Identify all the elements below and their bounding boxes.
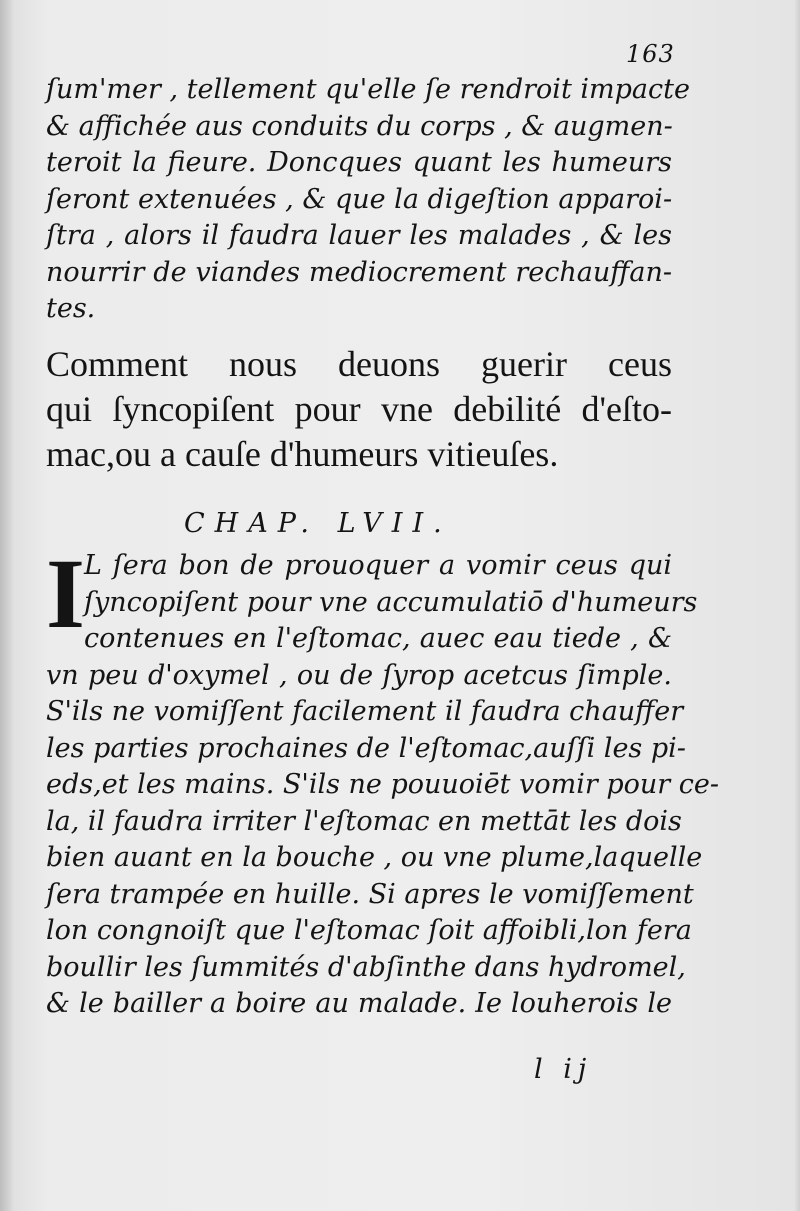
text-line: L ſera bon de prouoquer a vomir ceus qui	[84, 550, 672, 581]
heading-line: qui ſyncopiſent pour vne debilité d'eſto-	[46, 389, 672, 429]
text-line: ſera trampée en huille. Si apres le vomiſſement	[46, 878, 694, 910]
page-number: 163	[626, 40, 675, 68]
text-line: bien auant en la bouche , ou vne plume,laquelle	[46, 842, 703, 873]
text-line: ſeront extenuées , & que la digeſtion apparoi-	[46, 183, 673, 215]
text-line: contenues en l'eſtomac, auec eau tiede , &	[84, 623, 672, 654]
text-line: lon congnoiſt que l'eſtomac ſoit affoibli,lon fera	[46, 915, 692, 946]
heading-line: Comment nous deuons guerir ceus	[46, 344, 672, 384]
chapter-label: CHAP. LVII.	[184, 508, 452, 539]
text-line: la, il faudra irriter l'eſtomac en mettāt les dois	[46, 805, 682, 837]
text-line: vn peu d'oxymel , ou de ſyrop acetcus ſimple.	[46, 659, 672, 691]
text-line: ſyncopiſent pour vne accumulatiō d'humeurs	[84, 586, 698, 618]
text-line: les parties prochaines de l'eſtomac,auſſi les pi-	[46, 732, 686, 764]
heading-line: mac,ou a cauſe d'humeurs vitieuſes.	[46, 434, 559, 474]
text-line: eds,et les mains. S'ils ne pouuoiēt vomir pour ce-	[46, 769, 719, 800]
text-line: ſtra , alors il faudra lauer les malades , & les	[46, 220, 672, 251]
signature-mark: l ij	[534, 1054, 593, 1085]
paragraph-continued	[46, 72, 690, 328]
gutter-shadow	[0, 0, 14, 1211]
text-line: ſum'mer , tellement qu'elle ſe rendroit impacte	[46, 74, 690, 105]
text-line: nourrir de viandes mediocrement rechauffan-	[46, 256, 672, 288]
text-line: teroit la fieure. Doncques quant les humeurs	[46, 147, 672, 178]
text-line: boullir les ſummités d'abſinthe dans hydromel,	[46, 951, 686, 983]
text-line: & le bailler a boire au malade. Ie louherois le	[46, 988, 672, 1019]
drop-capital: I	[46, 538, 85, 649]
text-line: tes.	[46, 293, 96, 324]
section-heading	[46, 342, 672, 477]
text-line: & affichée aus conduits du corps , & augmen-	[46, 110, 673, 142]
text-line: S'ils ne vomiſſent facilement il faudra chauffer	[46, 696, 684, 727]
page-edge	[794, 0, 800, 1211]
chapter-body	[46, 538, 719, 1023]
